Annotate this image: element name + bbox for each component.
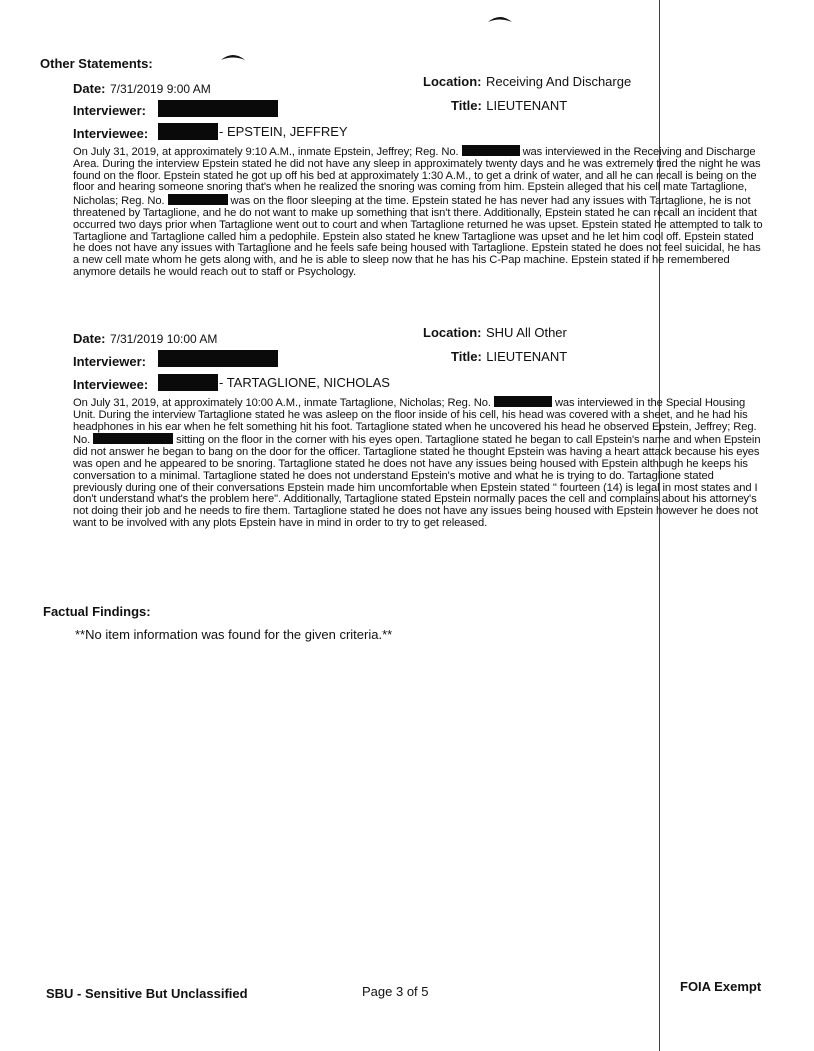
footer-classification: SBU - Sensitive But Unclassified	[46, 986, 248, 1001]
redaction-block	[93, 433, 173, 444]
date-row	[73, 80, 211, 98]
redaction-block	[158, 123, 218, 140]
interviewer-label: Interviewer:	[73, 103, 146, 118]
interviewee-value: - EPSTEIN, JEFFREY	[219, 124, 348, 139]
interviewee-label: Interviewee:	[73, 377, 149, 392]
date-row	[73, 330, 217, 348]
other-statements-heading: Other Statements:	[40, 56, 153, 71]
factual-findings-text: **No item information was found for the given criteria.**	[75, 627, 393, 642]
statement-text: On July 31, 2019, at approximately 10:00 A.M., inmate Tartaglione, Nicholas; Reg. No. was interviewed in the Special Housing Unit. During the interview Tartaglione stated he was asleep on the floor inside of his cell, his head was covered with a sheet, and he had his headphones in his ear when he felt something hit his foot. Tartaglione stated when he uncovered his head he observed Epstein, Jeffrey; Reg. No. sitting on the floor in the corner with his eyes open. Tartaglione stated he began to call Epstein's name and when Epstein did not answer he began to bang on the door for the officer. Tartaglione stated he thought Epstein was having a heart attack because his eyes was open and he appeared to be snoring. Tartaglione stated he does not have any issues being housed with Epstein although he keeps his conversation to a minimal. Tartaglione stated he does not understand Epstein's motive and what he is trying to do. Tartaglione stated previously during one of their conversations Epstein made him uncomfortable when Epstein stated " fourteen (14) is legal in most states and I don't understand what's the problem here". Additionally, Tartaglione stated Epstein normally paces the cell and complains about his attorney's not doing their job and he needs to fire them. Tartaglione stated he does not have any issues being housed with Epstein however he does not want to be involved with any plots Epstein have in mind in order to try to get released.	[73, 397, 761, 529]
redaction-block	[158, 374, 218, 391]
interviewer-label: Interviewer:	[73, 354, 146, 369]
factual-findings-heading: Factual Findings:	[43, 604, 151, 619]
title-value: LIEUTENANT	[486, 98, 568, 113]
title-label: Title:	[451, 349, 482, 364]
interviewee-value: - TARTAGLIONE, NICHOLAS	[219, 375, 390, 390]
redaction-block	[462, 145, 520, 156]
location-row	[423, 73, 631, 91]
date-label: Date:	[73, 81, 106, 96]
title-value: LIEUTENANT	[486, 349, 568, 364]
redaction-block	[494, 396, 552, 407]
footer-page-number: Page 3 of 5	[362, 984, 429, 999]
title-label: Title:	[451, 98, 482, 113]
location-label: Location:	[423, 74, 482, 89]
location-value: Receiving And Discharge	[485, 74, 632, 89]
punch-mark-icon	[220, 52, 246, 62]
location-row	[423, 324, 567, 342]
title-row	[451, 348, 567, 366]
date-label: Date:	[73, 331, 106, 346]
title-row	[451, 97, 567, 115]
interviewee-label: Interviewee:	[73, 126, 149, 141]
redaction-block	[158, 350, 278, 367]
redaction-block	[168, 194, 228, 205]
date-value: 7/31/2019 10:00 AM	[109, 332, 218, 346]
statement-text: On July 31, 2019, at approximately 9:10 A.M., inmate Epstein, Jeffrey; Reg. No. was interviewed in the Receiving and Discharge Area. During the interview Epstein stated he did not have any sleep in approximately twenty days and he was extremely tired the night he was found on the floor. Epstein stated he got up off his bed at approximately 1:30 A.M., to get a drink of water, and all he can recall is being on the floor and hearing someone snoring that's when he realized the snoring was coming from him. Epstein alleged that his cell mate Tartaglione, Nicholas; Reg. No. was on the floor sleeping at the time. Epstein stated he has never had any issues with Tartaglione, he is not threatened by Tartaglione, and he do not want to make up something that isn't there. Additionally, Epstein stated he can recall an incident that occurred two days prior when Tartaglione went out to court and when Tartaglione returned he was upset. Epstein stated he attempted to talk to Tartaglione and Tartaglione called him a pedophile. Epstein also stated he knew Tartaglione was upset and he let him cool off. Epstein stated he does not have any issues with Tartaglione and he feels safe being housed with Tartaglione. Epstein stated he does not feel suicidal, he has a new cell mate whom he gets along with, and he is able to sleep now that he has his C-Pap machine. Epstein stated if he remembered anymore details he would reach out to staff or Psychology.	[73, 146, 763, 278]
redaction-block	[158, 100, 278, 117]
location-label: Location:	[423, 325, 482, 340]
footer-foia: FOIA Exempt	[680, 979, 762, 994]
punch-mark-icon	[487, 14, 513, 24]
location-value: SHU All Other	[485, 325, 567, 340]
date-value: 7/31/2019 9:00 AM	[109, 82, 211, 96]
